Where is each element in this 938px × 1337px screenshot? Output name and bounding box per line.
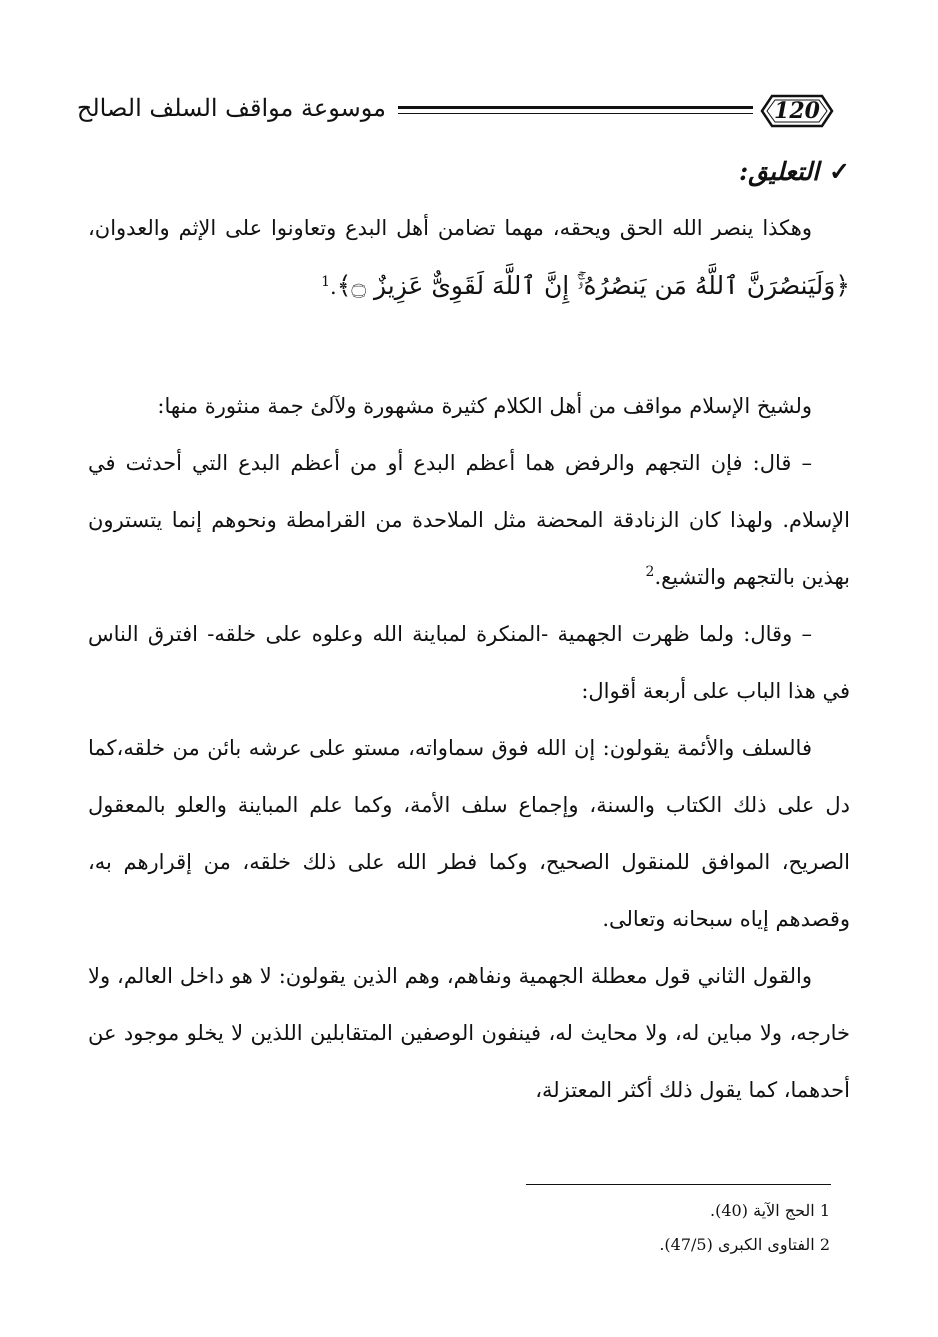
sentence-end: . [330, 275, 337, 299]
page-number: 120 [774, 98, 820, 124]
paragraph: – وقال: ولما ظهرت الجهمية -المنكرة لمباينة الله وعلوه على خلقه- افترق الناس في هذا الباب على أربعة أقوال: [88, 622, 850, 703]
paragraph: – قال: فإن التجهم والرفض هما أعظم البدع أو من أعظم البدع التي أحدثت في الإسلام. ولهذا كان الزنادقة المحضة مثل الملاحدة من القرامطة ونحوهم إنما يتسترون بهذين بالتجهم والتشيع.$^2$ [88, 451, 850, 589]
body-text [88, 200, 850, 1119]
running-title: موسوعة مواقف السلف الصالح [76, 94, 386, 122]
page-number-badge [758, 90, 836, 132]
paragraph-text: – قال: فإن التجهم والرفض هما أعظم البدع أو من أعظم البدع التي أحدثت في الإسلام. ولهذا كان الزنادقة المحضة مثل الملاحدة من القرامطة ونحوهم إنما يتسترون بهذين بالتجهم والتشيع. [88, 451, 850, 589]
section-heading-text: التعليق: [738, 157, 820, 186]
paragraph: والقول الثاني قول معطلة الجهمية ونفاهم، وهم الذين يقولون: لا هو داخل العالم، ولا خارجه، ولا مباين له، ولا محايث له، فينفون الوصفين المتقابلين اللذين لا يخلو موجود عن أحدهما، كما يقول ذلك أكثر المعتزلة، [88, 964, 850, 1102]
section-heading [739, 152, 850, 192]
paragraph: وهكذا ينصر الله الحق ويحقه، مهما تضامن أهل البدع وتعاونوا على الإثم والعدوان، ﴿وَلَيَنصُرَنَّ ٱللَّهُ مَن يَنصُرُهُۥٓۚ إِنَّ ٱللَّهَ لَقَوِىٌّ عَزِيزٌ ۝﴾.$^1$ [88, 216, 850, 300]
header-rule-thin [398, 113, 753, 114]
footnote-separator [526, 1184, 831, 1185]
paragraph: ولشيخ الإسلام مواقف من أهل الكلام كثيرة مشهورة ولآلئ جمة منثورة منها: [157, 394, 812, 418]
footnote: 2 الفتاوى الكبرى (47/5). [659, 1235, 830, 1254]
page-header [70, 70, 850, 150]
checkmark-icon: ✓ [829, 157, 850, 186]
paragraph-text: وهكذا ينصر الله الحق ويحقه، مهما تضامن أهل البدع وتعاونوا على الإثم والعدوان، [88, 216, 812, 240]
header-rule [398, 106, 753, 109]
footnotes [430, 1194, 830, 1262]
quran-verse: ﴿وَلَيَنصُرَنَّ ٱللَّهُ مَن يَنصُرُهُۥٓۚ إِنَّ ٱللَّهَ لَقَوِىٌّ عَزِيزٌ ۝﴾ [336, 271, 850, 300]
paragraph: فالسلف والأئمة يقولون: إن الله فوق سماواته، مستو على عرشه بائن من خلقه،كما دل على ذلك الكتاب والسنة، وإجماع سلف الأمة، وكما علم المباينة والعلو بالمعقول الصريح، الموافق للمنقول الصحيح، وكما فطر الله على ذلك خلقه، من إقرارهم به، وقصدهم إياه سبحانه وتعالى. [88, 736, 850, 931]
footnote: 1 الحج الآية (40). [710, 1201, 830, 1220]
